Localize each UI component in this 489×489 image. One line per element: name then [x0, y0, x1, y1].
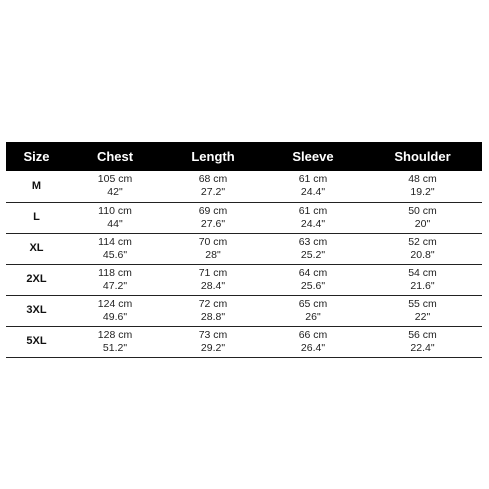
sleeve-inch: 24.4" — [300, 186, 326, 199]
chest-inch: 42" — [107, 186, 123, 199]
header-sleeve: Sleeve — [292, 149, 334, 164]
sleeve-inch: 25.6" — [300, 279, 326, 292]
length-inch: 28" — [205, 248, 221, 261]
size-chart-table — [6, 142, 482, 358]
chest-cm: 114 cm — [98, 235, 132, 248]
header-size: Size — [23, 149, 50, 164]
sleeve-cm: 66 cm — [298, 328, 328, 341]
size-chart-header — [6, 142, 482, 171]
sleeve-inch: 26" — [305, 310, 321, 323]
length-cm: 68 cm — [198, 173, 228, 186]
header-row — [6, 142, 482, 171]
shoulder-inch: 20" — [414, 217, 431, 230]
size-cell: L — [33, 211, 40, 223]
sleeve-cell — [263, 233, 363, 264]
chest-cm: 118 cm — [98, 266, 132, 279]
length-inch: 28.8" — [200, 310, 226, 323]
shoulder-cell — [363, 171, 482, 202]
shoulder-cell — [363, 326, 482, 357]
length-cm: 73 cm — [198, 328, 228, 341]
length-inch: 27.2" — [200, 186, 226, 199]
table-row — [6, 171, 482, 202]
chest-cell — [67, 233, 163, 264]
sleeve-cell — [263, 326, 363, 357]
chest-cell — [67, 326, 163, 357]
shoulder-inch: 21.6" — [410, 279, 435, 292]
shoulder-inch: 22.4" — [410, 341, 435, 354]
chest-cm: 105 cm — [97, 173, 133, 186]
length-cell — [163, 171, 263, 202]
table-row — [6, 264, 482, 295]
shoulder-cm: 56 cm — [408, 328, 437, 341]
shoulder-cm: 54 cm — [408, 266, 437, 279]
shoulder-inch: 22" — [414, 310, 431, 323]
chest-cell — [67, 295, 163, 326]
table-row — [6, 295, 482, 326]
sleeve-cm: 61 cm — [298, 173, 328, 186]
chest-inch: 51.2" — [102, 341, 128, 354]
size-chart-body — [6, 171, 482, 357]
size-cell: 5XL — [26, 335, 47, 347]
sleeve-inch: 25.2" — [300, 248, 326, 261]
header-length: Length — [191, 149, 235, 164]
shoulder-cm: 48 cm — [408, 173, 437, 186]
size-cell: M — [31, 179, 42, 192]
length-cell — [163, 202, 263, 233]
length-cell — [163, 233, 263, 264]
sleeve-cm: 61 cm — [298, 204, 328, 217]
length-cm: 70 cm — [198, 235, 228, 248]
shoulder-cell — [363, 233, 482, 264]
shoulder-inch: 20.8" — [410, 248, 435, 261]
sleeve-cm: 63 cm — [298, 235, 328, 248]
length-cell — [163, 295, 263, 326]
sleeve-cell — [263, 264, 363, 295]
sleeve-cell — [263, 202, 363, 233]
shoulder-cell — [363, 264, 482, 295]
sleeve-inch: 26.4" — [300, 341, 326, 354]
chest-cell — [67, 264, 163, 295]
length-cell — [163, 264, 263, 295]
chest-inch: 47.2" — [102, 279, 128, 292]
header-shoulder: Shoulder — [394, 149, 451, 164]
size-cell: XL — [29, 242, 44, 254]
table-row — [6, 233, 482, 264]
chest-cm: 110 cm — [98, 204, 132, 217]
chest-cell — [67, 202, 163, 233]
shoulder-cm: 55 cm — [408, 297, 437, 310]
table-row — [6, 326, 482, 357]
sleeve-cell — [263, 171, 363, 202]
chest-inch: 49.6" — [102, 310, 128, 323]
sleeve-cm: 65 cm — [298, 297, 328, 310]
length-cm: 69 cm — [198, 204, 228, 217]
chest-cm: 128 cm — [97, 328, 133, 341]
table-row — [6, 202, 482, 233]
length-cell — [163, 326, 263, 357]
shoulder-cell — [363, 295, 482, 326]
size-cell: 3XL — [26, 304, 47, 316]
sleeve-cell — [263, 295, 363, 326]
chest-inch: 45.6" — [102, 248, 128, 261]
shoulder-cm: 50 cm — [408, 204, 437, 217]
length-cm: 71 cm — [198, 266, 228, 279]
chest-cell — [67, 171, 163, 202]
sleeve-cm: 64 cm — [298, 266, 328, 279]
sleeve-inch: 24.4" — [300, 217, 326, 230]
length-inch: 28.4" — [200, 279, 226, 292]
header-chest: Chest — [96, 149, 134, 164]
chest-inch: 44" — [107, 217, 123, 230]
shoulder-cell — [363, 202, 482, 233]
shoulder-cm: 52 cm — [408, 235, 437, 248]
length-cm: 72 cm — [198, 297, 228, 310]
size-cell: 2XL — [26, 273, 47, 285]
chest-cm: 124 cm — [97, 297, 133, 310]
length-inch: 27.6" — [200, 217, 226, 230]
length-inch: 29.2" — [200, 341, 226, 354]
shoulder-inch: 19.2" — [410, 186, 435, 199]
